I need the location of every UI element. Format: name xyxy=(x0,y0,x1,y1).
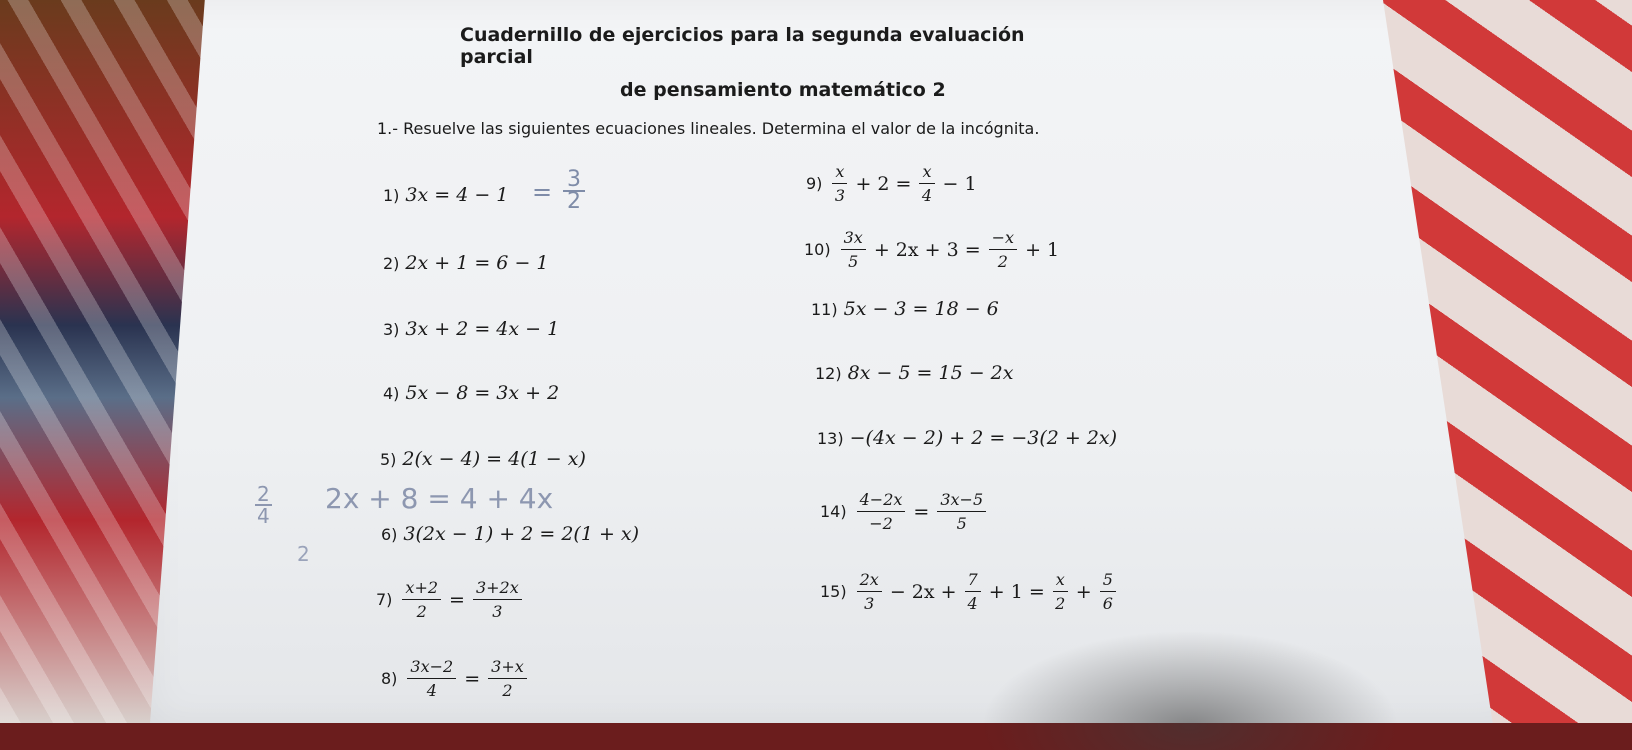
fraction: $\frac{7}{4}$ xyxy=(965,570,981,613)
equation-text: 3x + 2 = 4x − 1 xyxy=(405,318,560,340)
equation-text: 2x + 1 = 6 − 1 xyxy=(405,252,549,274)
equation-number: 2) xyxy=(383,253,400,273)
fraction: $\frac{x}{4}$ xyxy=(919,162,934,205)
equation-number: 9) xyxy=(806,174,823,193)
equation-12 xyxy=(815,362,1013,384)
fraction: $\frac{3+x}{2}$ xyxy=(488,657,527,700)
fraction: $\frac{x+2}{2}$ xyxy=(402,578,441,621)
equation-number: 15) xyxy=(820,582,847,601)
equation-number: 6) xyxy=(381,524,398,544)
equation-4 xyxy=(383,382,559,404)
equation-9: 9) $\frac{x}{3}$ + 2 = $\frac{x}{4}$ − 1 xyxy=(806,162,977,205)
handwritten-fraction-margin: 2 4 xyxy=(257,482,270,528)
equation-8: 8) $\frac{3x-2}{4}$ = $\frac{3+x}{2}$ xyxy=(381,657,531,700)
handwritten-equals: = xyxy=(532,178,553,206)
fraction: $\frac{x}{2}$ xyxy=(1053,570,1068,613)
equation-number: 11) xyxy=(811,299,838,319)
equation-number: 3) xyxy=(383,319,400,339)
page-title: Cuadernillo de ejercicios para la segunda evaluación parcial xyxy=(460,24,1025,68)
equation-number: 4) xyxy=(383,383,400,403)
equation-number: 12) xyxy=(815,363,842,383)
fraction: $\frac{5}{6}$ xyxy=(1100,570,1116,613)
equation-text: 2(x − 4) = 4(1 − x) xyxy=(402,448,586,470)
equation-number: 14) xyxy=(820,502,847,521)
equation-number: 5) xyxy=(380,449,397,469)
fraction: $\frac{2x}{3}$ xyxy=(857,570,882,613)
fraction: $\frac{3x-2}{4}$ xyxy=(407,657,456,700)
equation-11 xyxy=(811,298,999,320)
instruction-text: 1.- Resuelve las siguientes ecuaciones lineales. Determina el valor de la incógnita. xyxy=(377,119,1040,138)
equation-number: 1) xyxy=(383,185,400,205)
equation-number: 8) xyxy=(381,669,398,688)
equation-3 xyxy=(383,318,559,340)
fraction: $\frac{x}{3}$ xyxy=(832,162,847,205)
equation-text: 5x − 3 = 18 − 6 xyxy=(843,298,999,320)
handwritten-digit: 2 xyxy=(297,542,310,566)
equation-2 xyxy=(383,252,549,274)
hand-shadow xyxy=(980,630,1400,750)
equation-text: 3x = 4 − 1 xyxy=(405,184,509,206)
equation-10: 10) $\frac{3x}{5}$ + 2x + 3 = $\frac{-x}{2}$ + 1 xyxy=(804,228,1060,271)
equation-text: −(4x − 2) + 2 = −3(2 + 2x) xyxy=(849,427,1118,449)
equation-text: 8x − 5 = 15 − 2x xyxy=(847,362,1014,384)
equation-6 xyxy=(381,523,639,545)
handwritten-fraction: 3 2 xyxy=(563,170,585,212)
equation-text: 3(2x − 1) + 2 = 2(1 + x) xyxy=(403,523,640,545)
equation-number: 13) xyxy=(817,428,844,448)
page-subtitle: de pensamiento matemático 2 xyxy=(620,79,946,101)
equation-15: 15) $\frac{2x}{3}$ − 2x + $\frac{7}{4}$ + 1 = $\frac{x}{2}$ + $\frac{5}{6}$ xyxy=(820,570,1120,613)
equation-1 xyxy=(383,184,508,206)
fraction: $\frac{3x}{5}$ xyxy=(841,228,866,271)
equation-7: 7) $\frac{x+2}{2}$ = $\frac{3+2x}{3}$ xyxy=(376,578,526,621)
equation-14: 14) $\frac{4-2x}{-2}$ = $\frac{3x-5}{5}$ xyxy=(820,490,990,533)
equation-13 xyxy=(817,427,1117,449)
equation-text: 5x − 8 = 3x + 2 xyxy=(405,382,560,404)
fraction: $\frac{3+2x}{3}$ xyxy=(473,578,522,621)
equation-number: 7) xyxy=(376,590,393,609)
equation-number: 10) xyxy=(804,240,831,259)
fraction: $\frac{4-2x}{-2}$ xyxy=(857,490,906,533)
equation-5 xyxy=(380,448,586,470)
handwritten-work: 2x + 8 = 4 + 4x xyxy=(325,482,554,515)
fraction: $\frac{3x-5}{5}$ xyxy=(937,490,986,533)
fraction: $\frac{-x}{2}$ xyxy=(989,228,1017,271)
